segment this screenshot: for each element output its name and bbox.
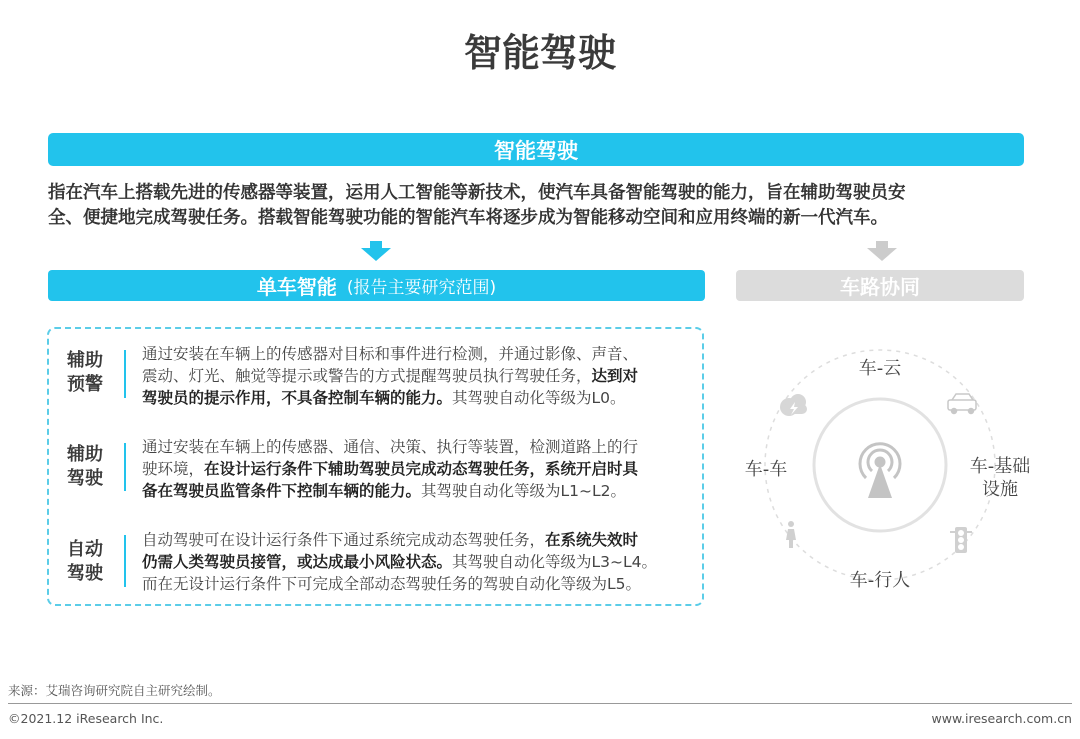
footer-divider xyxy=(8,703,1072,704)
node-vehicle-infrastructure: 车-基础 设施 xyxy=(969,456,1031,500)
level-label-warning: 辅助 预警 xyxy=(67,350,103,395)
pedestrian-icon xyxy=(786,521,796,548)
definition-line-1: 指在汽车上搭载先进的传感器等装置，运用人工智能等新技术，使汽车具备智能驾驶的能力，旨在辅助驾驶员安 xyxy=(48,183,906,203)
definition-banner: 智能驾驶 xyxy=(48,133,1024,166)
down-arrow-icon xyxy=(867,241,897,261)
node-vehicle-cloud: 车-云 xyxy=(858,358,902,379)
level-text-warning: 通过安装在车辆上的传感器对目标和事件进行检测，并通过影像、声音、 震动、灯光、触觉等提示或警告的方式提醒驾驶员执行驾驶任务，达到对 驾驶员的提示作用，不具备控制车辆的能力。其驾驶自动化等级为L0。 xyxy=(142,345,639,407)
node-vehicle-pedestrian: 车-行人 xyxy=(849,570,911,591)
definition-line-2: 全、便捷地完成驾驶任务。搭载智能驾驶功能的智能汽车将逐步成为智能移动空间和应用终端的新一代汽车。 xyxy=(48,208,888,228)
down-arrow-icon xyxy=(361,241,391,261)
level-divider xyxy=(124,350,126,398)
single-vehicle-note: (报告主要研究范围) xyxy=(346,278,497,298)
car-icon xyxy=(948,394,976,414)
page-title: 智能驾驶 xyxy=(463,31,616,75)
level-divider xyxy=(124,535,126,587)
level-label-autonomous: 自动 驾驶 xyxy=(67,539,103,584)
level-label-assist: 辅助 驾驶 xyxy=(67,444,103,489)
level-divider xyxy=(124,443,126,491)
traffic-light-icon xyxy=(950,527,972,553)
website-link[interactable]: www.iresearch.com.cn xyxy=(931,711,1072,726)
single-vehicle-title: 单车智能 xyxy=(256,275,337,299)
vehicle-road-banner: 车路协同 xyxy=(736,270,1024,301)
definition-text xyxy=(48,181,1038,231)
cloud-icon xyxy=(780,394,807,416)
single-vehicle-banner xyxy=(48,270,705,301)
source-note: 来源：艾瑞咨询研究院自主研究绘制。 xyxy=(8,683,221,698)
level-text-assist: 通过安装在车辆上的传感器、通信、决策、执行等装置，检测道路上的行 驶环境，在设计运行条件下辅助驾驶员完成动态驾驶任务，系统开启时具 备在驾驶员监管条件下控制车辆的能力。其驾驶自动化等级为L1~L2。 xyxy=(142,438,639,500)
level-text-autonomous: 自动驾驶可在设计运行条件下通过系统完成动态驾驶任务，在系统失效时 仍需人类驾驶员接管，或达成最小风险状态。其驾驶自动化等级为L3~L4。 而在无设计运行条件下可完成全部动态驾驶任务的驾驶自动化等级为L5。 xyxy=(142,531,657,593)
copyright: ©2021.12 iResearch Inc. xyxy=(8,711,164,726)
node-vehicle-vehicle: 车-车 xyxy=(744,459,788,480)
